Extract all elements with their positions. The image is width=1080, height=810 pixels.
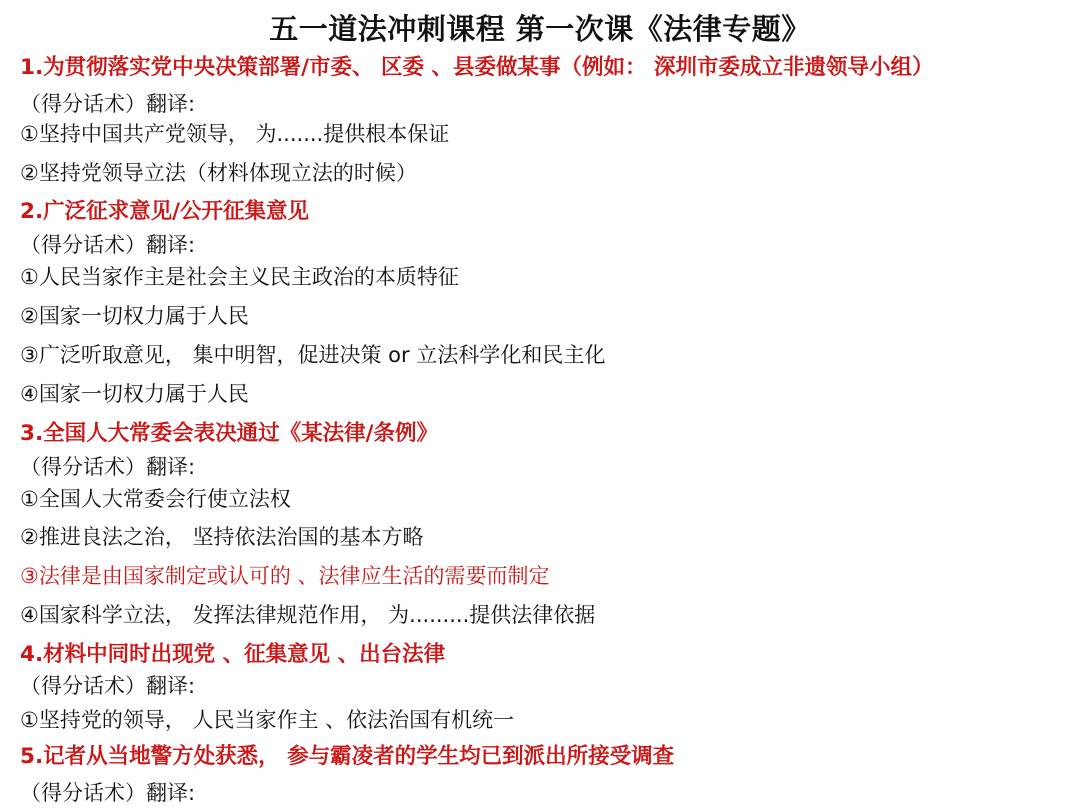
answer-item: ①人民当家作主是社会主义民主政治的本质特征 (20, 265, 459, 289)
answer-item: ①坚持中国共产党领导， 为.......提供根本保证 (20, 122, 450, 146)
answer-item: ④国家一切权力属于人民 (20, 382, 249, 406)
section-heading: 4.材料中同时出现党 、征集意见 、出台法律 (20, 642, 446, 667)
page-title: 五一道法冲刺课程 第一次课《法律专题》 (269, 12, 811, 46)
answer-item: ③法律是由国家制定或认可的 、法律应生活的需要而制定 (20, 564, 550, 588)
answer-label: （得分话术）翻译: (20, 92, 196, 116)
section-heading: 2.广泛征求意见/公开征集意见 (20, 199, 309, 224)
section-heading: 3.全国人大常委会表决通过《某法律/条例》 (20, 421, 438, 446)
answer-item: ④国家科学立法， 发挥法律规范作用， 为.........提供法律依据 (20, 603, 596, 627)
answer-item: ②国家一切权力属于人民 (20, 304, 249, 328)
answer-label: （得分话术）翻译: (20, 674, 196, 698)
answer-item: ①全国人大常委会行使立法权 (20, 487, 291, 511)
section-heading: 1.为贯彻落实党中央决策部署/市委、 区委 、县委做某事（例如： 深圳市委成立非遗领导小组） (20, 55, 934, 80)
answer-item: ③广泛听取意见， 集中明智，促进决策 or 立法科学化和民主化 (20, 343, 606, 367)
answer-label: （得分话术）翻译: (20, 233, 196, 257)
answer-item: ②推进良法之治， 坚持依法治国的基本方略 (20, 525, 424, 549)
answer-item: ①坚持党的领导， 人民当家作主 、依法治国有机统一 (20, 708, 515, 732)
answer-label: （得分话术）翻译: (20, 455, 196, 479)
section-heading: 5.记者从当地警方处获悉， 参与霸凌者的学生均已到派出所接受调查 (20, 744, 675, 769)
answer-item: ②坚持党领导立法（材料体现立法的时候） (20, 161, 417, 185)
answer-label: （得分话术）翻译: (20, 781, 196, 805)
